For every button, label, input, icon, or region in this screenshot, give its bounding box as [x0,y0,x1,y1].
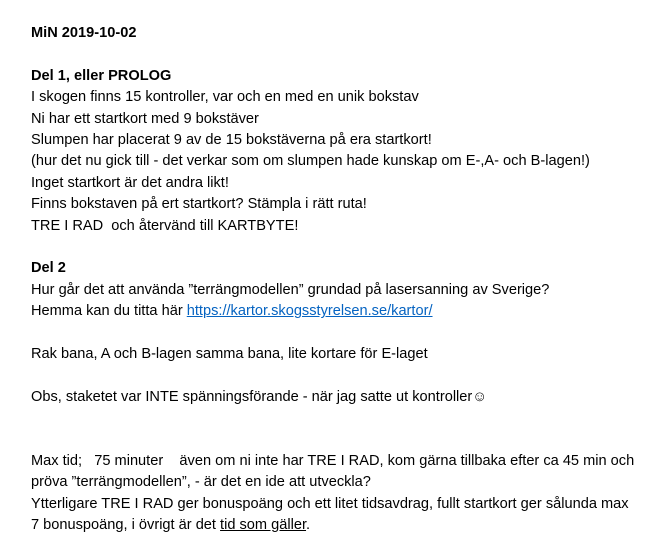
part2-heading: Del 2 [31,260,66,277]
skogsstyrelsen-link[interactable]: https://kartor.skogsstyrelsen.se/kartor/ [186,303,433,320]
max-time-line: Max tid; 75 minuter även om ni inte har TRE I RAD, kom gärna tillbaka efter ca 45 min och [31,452,635,469]
part1-line: (hur det nu gick till - det verkar som om slumpen hade kunskap om E-,A- och B-lagen!) [31,153,590,170]
part1-line: Slumpen har placerat 9 av de 15 bokstäverna på era startkort! [31,131,432,148]
obs-line [31,387,651,408]
part1-line: Inget startkort är det andra likt! [31,174,229,191]
bonus-line [31,515,651,536]
underlined-phrase: tid som gäller [220,516,307,533]
link-prefix: Hemma kan du titta här [31,303,187,320]
part2-link-line [31,301,651,322]
bonus-suffix: . [306,516,311,533]
course-info-line: Rak bana, A och B-lagen samma bana, lite kortare för E-laget [31,345,428,362]
document-title: MiN 2019-10-02 [31,25,137,41]
blank-line [31,408,651,429]
part2-line: Hur går det att använda ”terrängmodellen” grundad på lasersanning av Sverige? [31,281,550,298]
bonus-line: Ytterligare TRE I RAD ger bonuspoäng och ett litet tidsavdrag, fullt startkort ger sålunda max [31,495,629,512]
blank-line [31,237,651,258]
blank-line [31,429,651,450]
blank-line [31,365,651,386]
max-time-line: pröva ”terrängmodellen”, - är det en ide att utveckla? [31,474,371,491]
part1-line: I skogen finns 15 kontroller, var och en med en unik bokstav [31,89,419,106]
part1-heading: Del 1, eller PROLOG [31,67,172,84]
document-body [31,23,651,536]
part1-line: Ni har ett startkort med 9 bokstäver [31,110,259,127]
blank-line [31,322,651,343]
obs-text: Obs, staketet var INTE spänningsförande - när jag satte ut kontroller [31,388,473,405]
blank-line [31,44,651,65]
smiley-icon: ☺ [472,388,488,405]
bonus-prefix: 7 bonuspoäng, i övrigt är det [31,516,221,533]
part1-line: Finns bokstaven på ert startkort? Stämpla i rätt ruta! [31,196,367,213]
part1-line: TRE I RAD och återvänd till KARTBYTE! [31,217,299,234]
